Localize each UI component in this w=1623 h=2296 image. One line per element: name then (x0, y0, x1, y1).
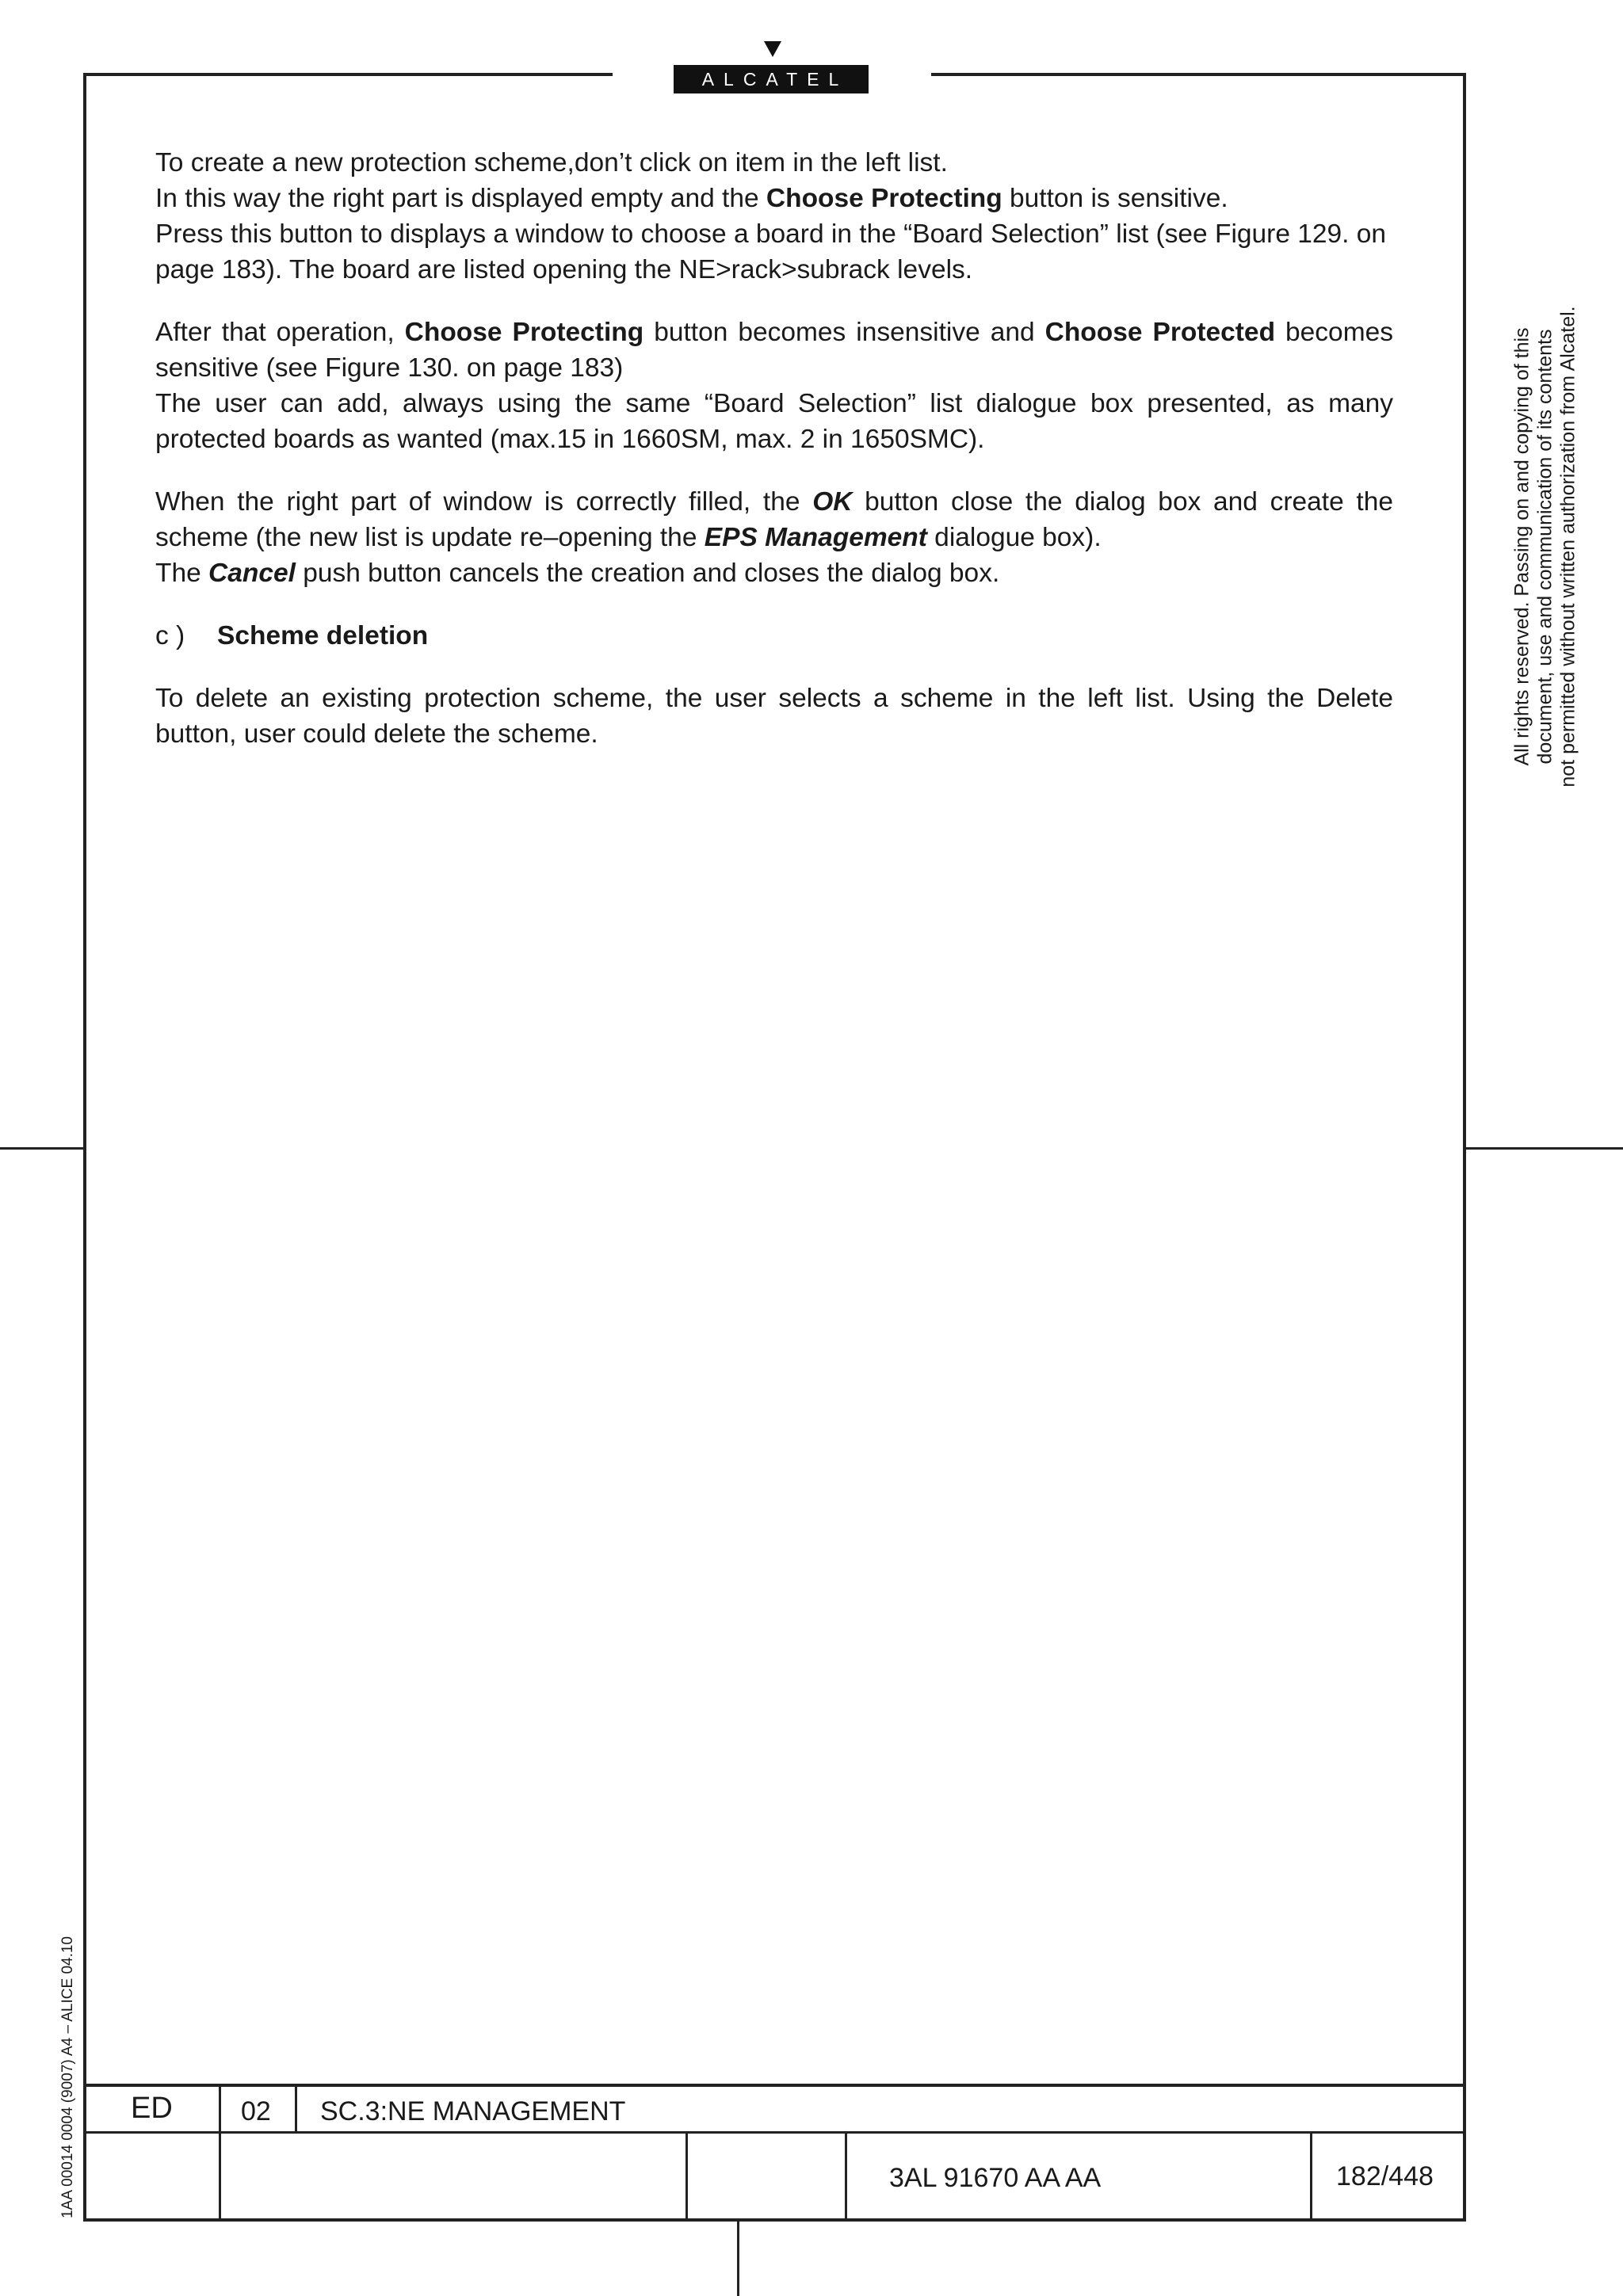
footer-section: SC.3:NE MANAGEMENT (320, 2096, 626, 2126)
section-title: Scheme deletion (217, 621, 429, 650)
text-run: button is sensitive. (1002, 184, 1228, 213)
crop-mark-bottom (737, 2222, 739, 2296)
text-run: After that operation, (155, 318, 405, 347)
eps-management-term: EPS Management (704, 523, 927, 552)
paragraph-ok-cancel (155, 484, 1393, 591)
choose-protecting-term: Choose Protecting (766, 184, 1002, 213)
text-line: To create a new protection scheme,don’t click on item in the left list. (155, 148, 948, 177)
section-number: c ) (155, 621, 185, 650)
logo-arrow-icon (764, 41, 781, 57)
text-run: dialogue box). (926, 523, 1102, 552)
copyright-line: document, use and communication of its contents (1533, 329, 1556, 765)
text-run: When the right part of window is correctly filled, the (155, 487, 813, 517)
footer-page-number: 182/448 (1336, 2161, 1434, 2191)
form-code: 1AA 00014 0004 (9007) A4 – ALICE 04.10 (59, 1936, 76, 2219)
frame-bottom-border (83, 2218, 1466, 2222)
text-run: button close the dialog box and create the scheme (the new list is update re–opening the (155, 487, 1393, 552)
text-line: The user can add, always using the same “Board Selection” list dialogue box presented, as many protected boards as wanted (max.15 in 1660SM, max. 2 in 1650SMC). (155, 389, 1393, 454)
crop-mark-left (0, 1147, 83, 1150)
text-run: push button cancels the creation and closes the dialog box. (295, 559, 1000, 588)
paragraph-choose-protected (155, 315, 1393, 457)
text-run: The (155, 559, 209, 588)
cancel-term: Cancel (208, 559, 296, 588)
footer-column-divider (685, 2131, 688, 2222)
copyright-line: All rights reserved. Passing on and copying of this (1510, 327, 1533, 766)
frame-top-left-border (83, 73, 613, 76)
paragraph-scheme-deletion: To delete an existing protection scheme, the user selects a scheme in the left list. Using the Delete button, user could delete the scheme. (155, 684, 1393, 749)
text-line (155, 555, 1393, 591)
footer-row-divider (83, 2131, 1466, 2134)
ok-term: OK (812, 487, 853, 517)
paragraph-create-scheme (155, 145, 1393, 288)
choose-protected-term: Choose Protected (1044, 318, 1276, 347)
text-line: Press this button to displays a window to choose a board in the “Board Selection” list (see Figure 129. on page 183). The board are listed opening the NE>rack>subrack levels. (155, 219, 1387, 284)
text-run: In this way the right part is displayed empty and the (155, 184, 766, 213)
section-heading-scheme-deletion (155, 618, 1393, 654)
footer-column-divider (1310, 2131, 1312, 2222)
footer-doc-number: 3AL 91670 AA AA (889, 2163, 1102, 2193)
text-run: button becomes insensitive and (643, 318, 1045, 347)
document-body (155, 145, 1393, 779)
frame-left-border (83, 73, 86, 2222)
copyright-line: not permitted without written authorization from Alcatel. (1556, 306, 1579, 788)
footer-top-border (83, 2084, 1466, 2087)
alcatel-logo: ALCATEL (674, 65, 869, 93)
footer-column-divider (219, 2084, 221, 2222)
frame-top-right-border (931, 73, 1466, 76)
footer-column-divider (845, 2131, 847, 2222)
choose-protecting-term: Choose Protecting (404, 318, 644, 347)
footer-edition: 02 (241, 2096, 271, 2126)
text-run: becomes sensitive (see Figure 130. on page 183) (155, 318, 1393, 383)
text-line (155, 181, 1393, 216)
footer-column-divider (295, 2084, 297, 2131)
crop-mark-right (1466, 1147, 1623, 1150)
footer-ed-label: ED (131, 2092, 173, 2125)
copyright-notice (1511, 285, 1580, 808)
